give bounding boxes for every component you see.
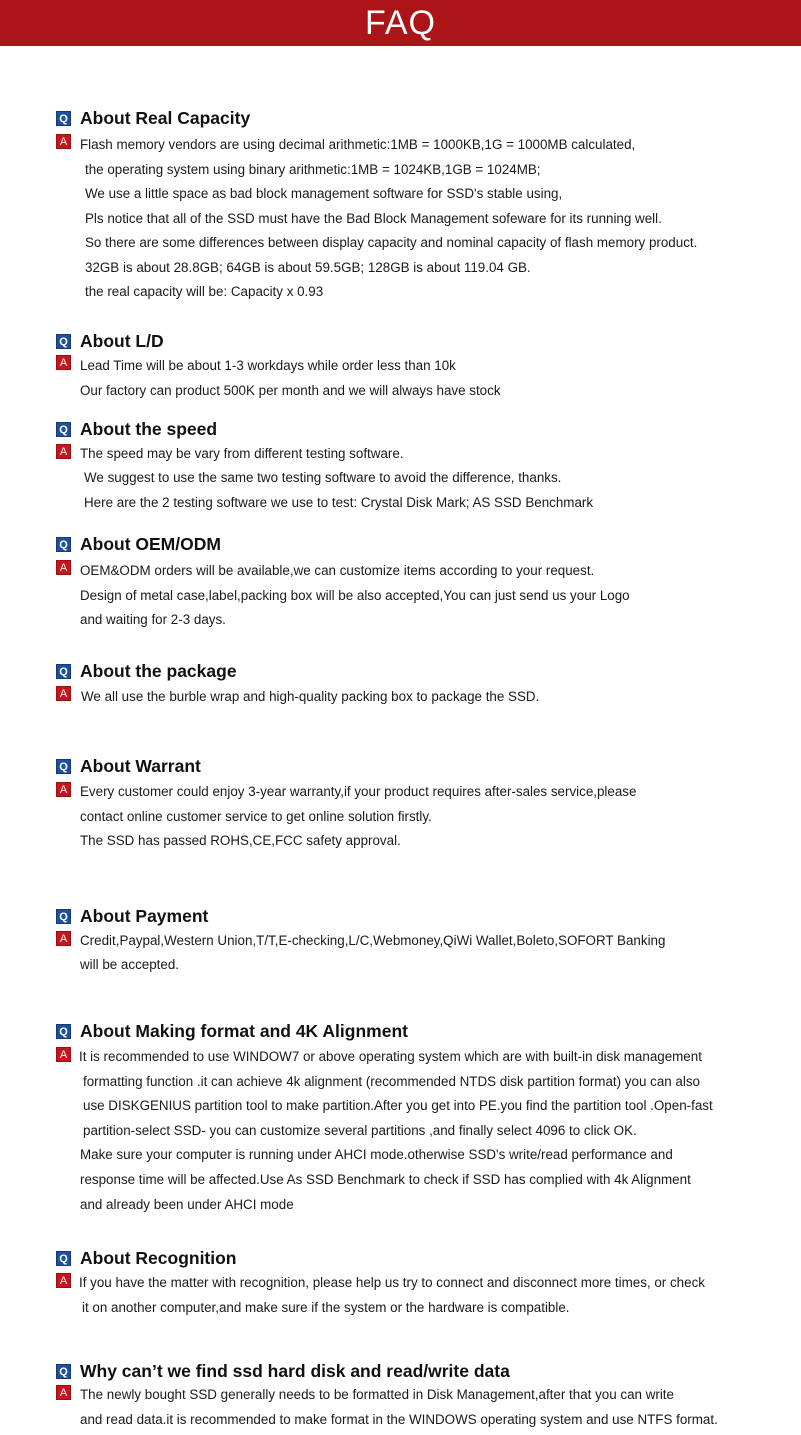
answer-line: Design of metal case,label,packing box will be also accepted,You can just send us your Logo <box>80 588 630 603</box>
answer-line: partition-select SSD- you can customize several partitions ,and finally select 4096 to click OK. <box>83 1123 637 1138</box>
answer-badge-icon: A <box>56 560 71 575</box>
question-title: About OEM/ODM <box>80 533 221 554</box>
page-title: FAQ <box>364 4 437 42</box>
question-title: About Making format and 4K Alignment <box>80 1020 408 1041</box>
answer-line: Our factory can product 500K per month and we will always have stock <box>80 383 501 398</box>
answer-badge-icon: A <box>56 931 71 946</box>
answer-line: Lead Time will be about 1-3 workdays while order less than 10k <box>80 358 456 373</box>
faq-question <box>56 533 221 555</box>
question-badge-icon: Q <box>56 334 71 349</box>
answer-line: contact online customer service to get online solution firstly. <box>80 809 432 824</box>
faq-question <box>56 1360 510 1382</box>
answer-line: will be accepted. <box>80 957 179 972</box>
answer-line: and waiting for 2-3 days. <box>80 612 226 627</box>
answer-line: and already been under AHCI mode <box>80 1197 294 1212</box>
question-badge-icon: Q <box>56 422 71 437</box>
question-badge-icon: Q <box>56 111 71 126</box>
faq-question <box>56 755 201 777</box>
answer-badge-icon: A <box>56 1047 71 1062</box>
answer-line: it on another computer,and make sure if the system or the hardware is compatible. <box>82 1300 570 1315</box>
faq-question <box>56 1247 237 1269</box>
faq-question <box>56 418 217 440</box>
answer-line: The newly bought SSD generally needs to be formatted in Disk Management,after that you can write <box>80 1387 674 1402</box>
answer-line: We use a little space as bad block management software for SSD's stable using, <box>85 186 563 201</box>
answer-badge-icon: A <box>56 444 71 459</box>
question-title: About Real Capacity <box>80 107 251 128</box>
answer-line: Here are the 2 testing software we use to test: Crystal Disk Mark; AS SSD Benchmark <box>84 495 594 510</box>
answer-line: Flash memory vendors are using decimal arithmetic:1MB = 1000KB,1G = 1000MB calculated, <box>80 137 636 152</box>
answer-line: 32GB is about 28.8GB; 64GB is about 59.5GB; 128GB is about 119.04 GB. <box>85 260 531 275</box>
question-title: About Warrant <box>80 755 201 776</box>
answer-line: OEM&ODM orders will be available,we can customize items according to your request. <box>80 563 595 578</box>
answer-badge-icon: A <box>56 686 71 701</box>
question-title: About Payment <box>80 905 209 926</box>
answer-line: It is recommended to use WINDOW7 or above operating system which are with built-in disk management <box>79 1049 702 1064</box>
question-badge-icon: Q <box>56 1024 71 1039</box>
question-badge-icon: Q <box>56 909 71 924</box>
question-title: Why can’t we find ssd hard disk and read/write data <box>80 1360 510 1381</box>
faq-question <box>56 1020 408 1042</box>
answer-line: Make sure your computer is running under AHCI mode.otherwise SSD's write/read performance and <box>80 1147 673 1162</box>
answer-line: The SSD has passed ROHS,CE,FCC safety approval. <box>80 833 401 848</box>
answer-badge-icon: A <box>56 782 71 797</box>
answer-line: the operating system using binary arithmetic:1MB = 1024KB,1GB = 1024MB; <box>85 162 541 177</box>
question-badge-icon: Q <box>56 759 71 774</box>
faq-question <box>56 107 250 129</box>
answer-line: response time will be affected.Use As SSD Benchmark to check if SSD has complied with 4k Alignment <box>80 1172 691 1187</box>
answer-line: the real capacity will be: Capacity x 0.93 <box>85 284 324 299</box>
question-title: About the speed <box>80 418 218 439</box>
question-title: About L/D <box>80 330 164 351</box>
answer-badge-icon: A <box>56 355 71 370</box>
answer-badge-icon: A <box>56 1273 71 1288</box>
faq-question <box>56 660 237 682</box>
answer-line: formatting function .it can achieve 4k alignment (recommended NTDS disk partition format) you can also <box>83 1074 700 1089</box>
answer-line: So there are some differences between display capacity and nominal capacity of flash memory product. <box>85 235 698 250</box>
answer-badge-icon: A <box>56 134 71 149</box>
faq-question <box>56 330 164 352</box>
answer-badge-icon: A <box>56 1385 71 1400</box>
question-badge-icon: Q <box>56 1251 71 1266</box>
answer-line: and read data.it is recommended to make format in the WINDOWS operating system and use NTFS format. <box>80 1412 718 1427</box>
answer-line: The speed may be vary from different testing software. <box>80 446 404 461</box>
question-badge-icon: Q <box>56 537 71 552</box>
question-badge-icon: Q <box>56 1364 71 1379</box>
answer-line: We all use the burble wrap and high-quality packing box to package the SSD. <box>81 689 540 704</box>
answer-line: Credit,Paypal,Western Union,T/T,E-checking,L/C,Webmoney,QiWi Wallet,Boleto,SOFORT Banking <box>80 933 666 948</box>
answer-line: Every customer could enjoy 3-year warranty,if your product requires after-sales service,please <box>80 784 637 799</box>
question-badge-icon: Q <box>56 664 71 679</box>
answer-line: We suggest to use the same two testing software to avoid the difference, thanks. <box>84 470 562 485</box>
question-title: About the package <box>80 660 237 681</box>
answer-line: use DISKGENIUS partition tool to make partition.After you get into PE.you find the partition tool .Open-fast <box>83 1098 713 1113</box>
faq-question <box>56 905 208 927</box>
answer-line: If you have the matter with recognition, please help us try to connect and disconnect more times, or check <box>79 1275 705 1290</box>
question-title: About Recognition <box>80 1247 237 1268</box>
answer-line: Pls notice that all of the SSD must have the Bad Block Management sofeware for its running well. <box>85 211 662 226</box>
